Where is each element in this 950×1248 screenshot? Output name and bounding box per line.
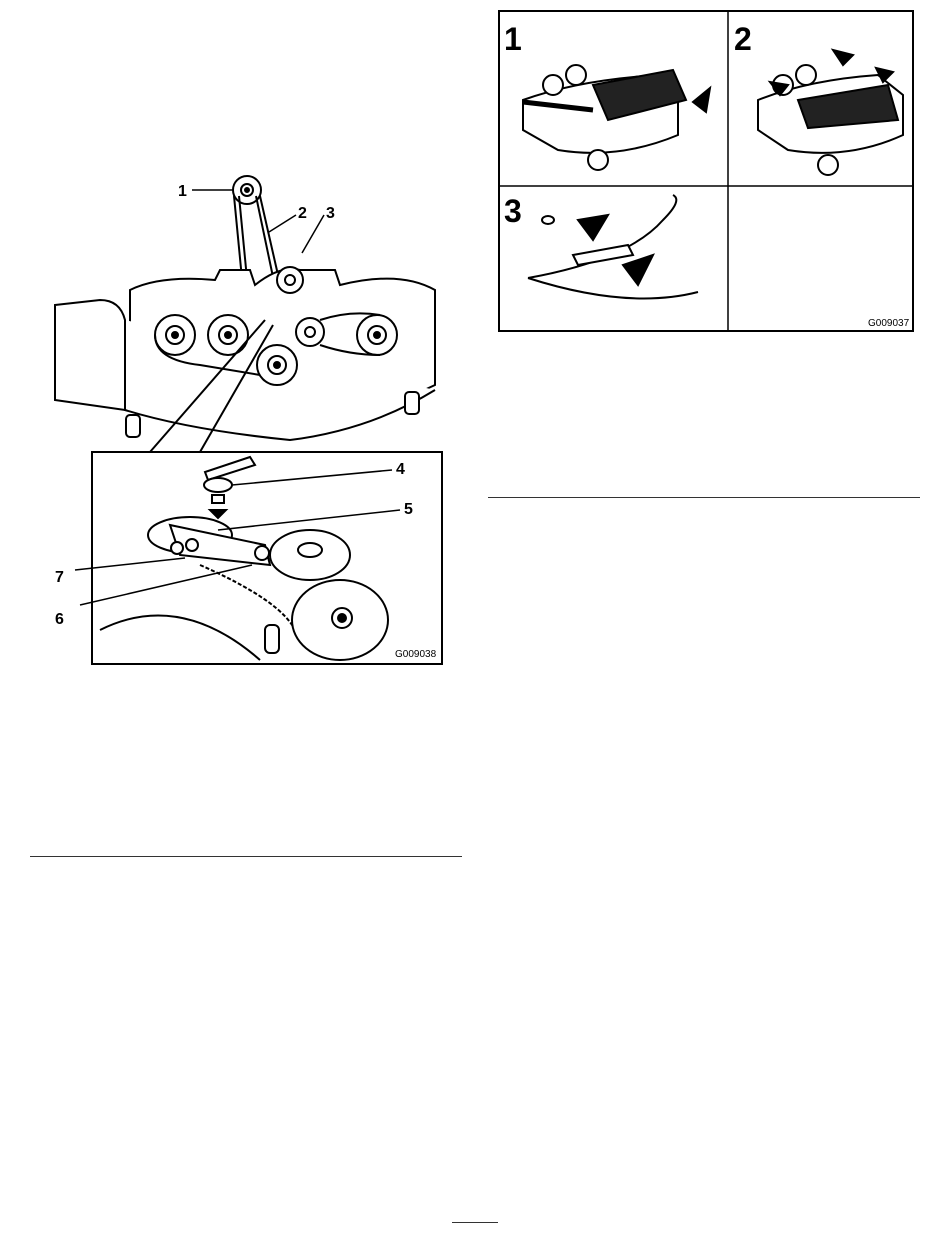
callout-5: 5 — [404, 501, 413, 518]
steps-frame — [499, 11, 913, 331]
figure-code: G009038 — [395, 649, 437, 660]
step-2-number: 2 — [734, 21, 752, 57]
page-number-rule — [452, 1222, 498, 1223]
section-rule-right — [488, 497, 920, 498]
callout-6: 6 — [55, 611, 64, 628]
section-rule-left — [30, 856, 462, 857]
step-3-number: 3 — [504, 193, 522, 229]
callout-4: 4 — [396, 461, 405, 478]
callout-7: 7 — [55, 569, 64, 586]
callout-1: 1 — [178, 183, 187, 200]
deflector-steps-figure — [498, 10, 916, 334]
callout-2: 2 — [298, 205, 307, 222]
belt-routing-figure — [40, 160, 460, 670]
callout-3: 3 — [326, 205, 335, 222]
step-1-number: 1 — [504, 21, 522, 57]
figure-code: G009037 — [868, 318, 910, 329]
